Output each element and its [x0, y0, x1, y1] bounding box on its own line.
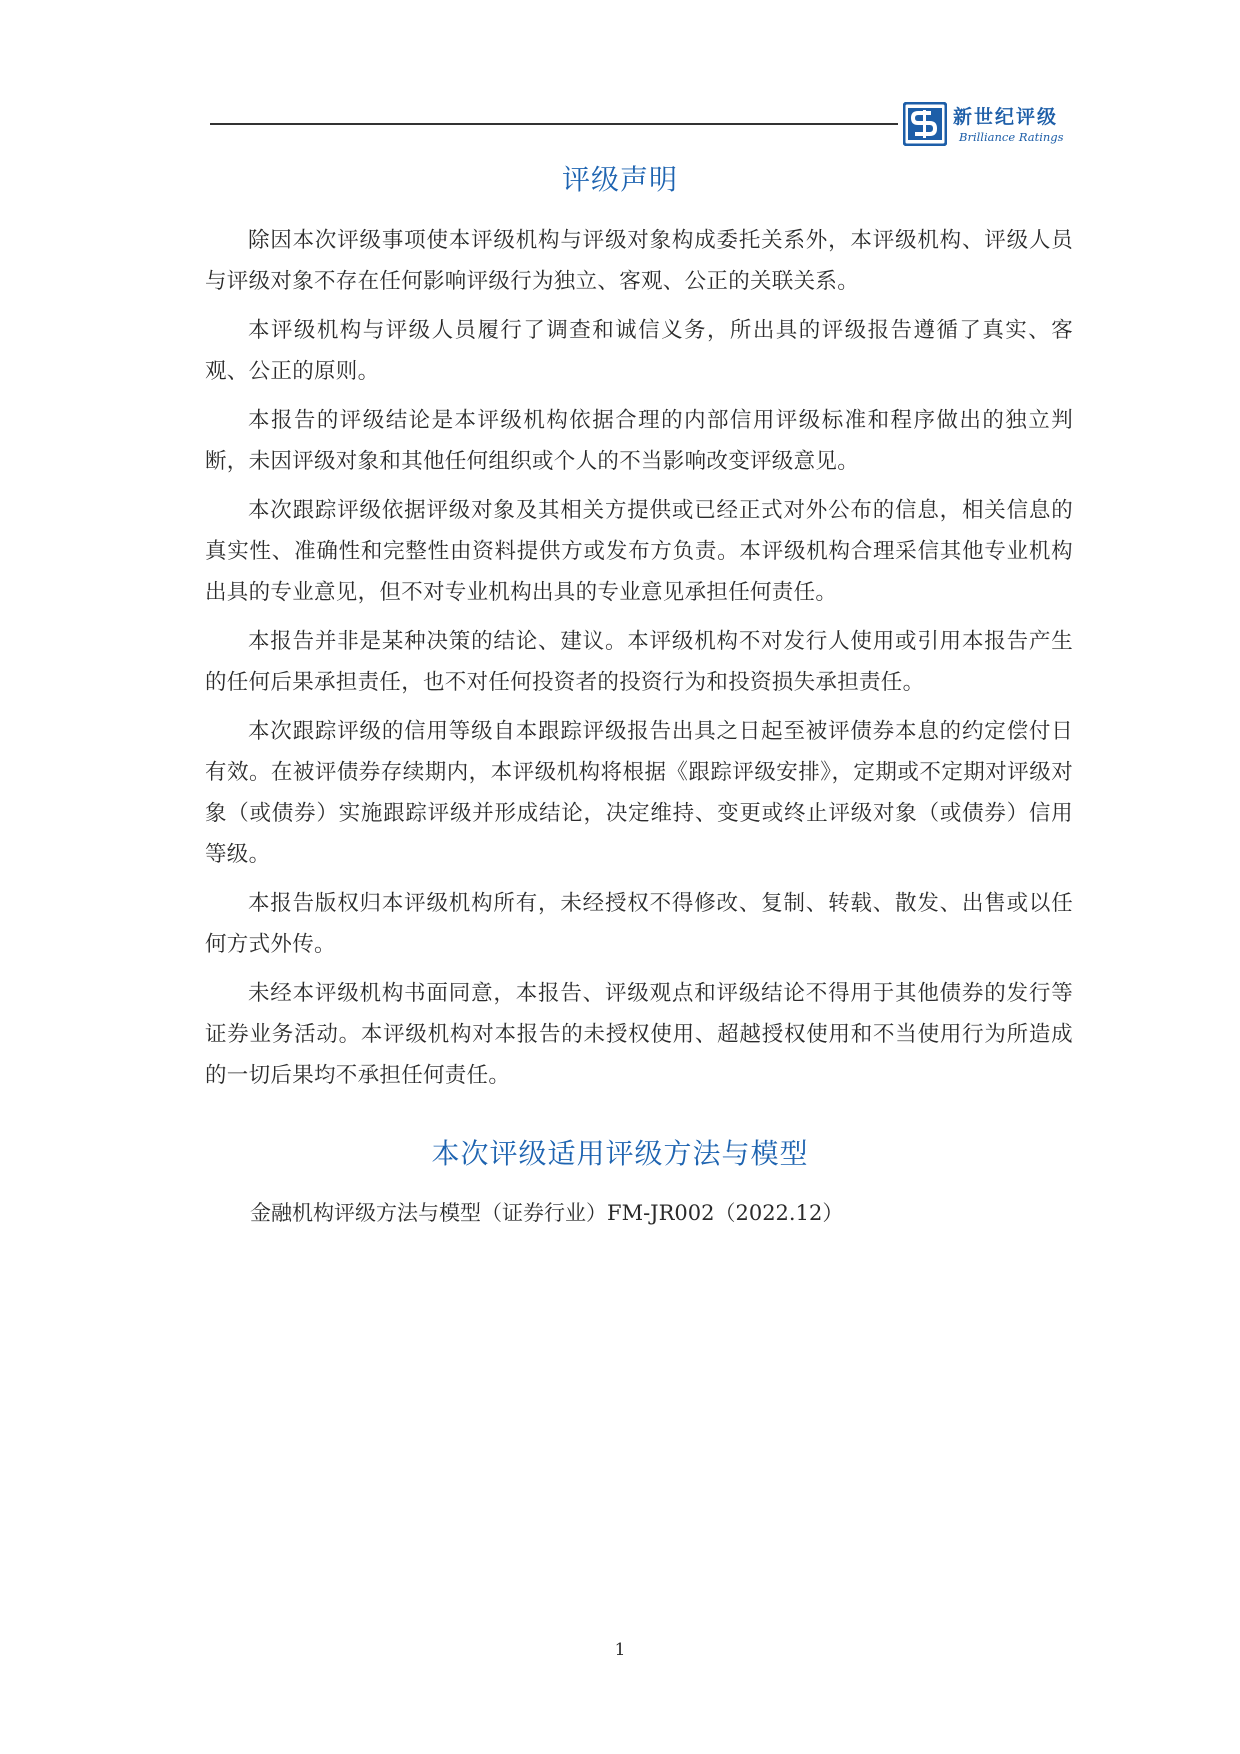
statement-paragraph: 本报告并非是某种决策的结论、建议。本评级机构不对发行人使用或引用本报告产生的任何后果承担责任，也不对任何投资者的投资行为和投资损失承担责任。 [205, 629, 1073, 695]
statement-paragraph: 本评级机构与评级人员履行了调查和诚信义务，所出具的评级报告遵循了真实、客观、公正的原则。 [205, 318, 1073, 384]
statement-paragraph: 未经本评级机构书面同意，本报告、评级观点和评级结论不得用于其他债券的发行等证券业务活动。本评级机构对本报告的未授权使用、超越授权使用和不当使用行为所造成的一切后果均不承担任何责任。 [205, 981, 1073, 1088]
header-rule [210, 123, 898, 125]
logo-english-name: Brilliance Ratings [959, 130, 1064, 144]
method-title: 本次评级适用评级方法与模型 [431, 1137, 809, 1170]
logo-chinese-name: 新世纪评级 [953, 106, 1059, 128]
page-number: 1 [614, 1640, 626, 1660]
method-item: 金融机构评级方法与模型（证券行业）FM-JR002（2022.12） [250, 1201, 844, 1225]
statement-paragraph: 本次跟踪评级的信用等级自本跟踪评级报告出具之日起至被评债券本息的约定偿付日有效。在被评债券存续期内，本评级机构将根据《跟踪评级安排》，定期或不定期对评级对象（或债券）实施跟踪评级并形成结论，决定维持、变更或终止评级对象（或债券）信用等级。 [205, 719, 1073, 867]
statement-body [205, 220, 1073, 1104]
brand-logo [903, 100, 1073, 150]
statement-paragraph: 除因本次评级事项使本评级机构与评级对象构成委托关系外，本评级机构、评级人员与评级对象不存在任何影响评级行为独立、客观、公正的关联关系。 [205, 228, 1073, 294]
statement-paragraph: 本次跟踪评级依据评级对象及其相关方提供或已经正式对外公布的信息，相关信息的真实性、准确性和完整性由资料提供方或发布方负责。本评级机构合理采信其他专业机构出具的专业意见，但不对专业机构出具的专业意见承担任何责任。 [205, 498, 1073, 605]
statement-paragraph: 本报告的评级结论是本评级机构依据合理的内部信用评级标准和程序做出的独立判断，未因评级对象和其他任何组织或个人的不当影响改变评级意见。 [205, 408, 1073, 474]
statement-paragraph: 本报告版权归本评级机构所有，未经授权不得修改、复制、转载、散发、出售或以任何方式外传。 [205, 891, 1073, 957]
statement-title: 评级声明 [561, 163, 678, 196]
brilliance-logo-icon [903, 102, 947, 146]
